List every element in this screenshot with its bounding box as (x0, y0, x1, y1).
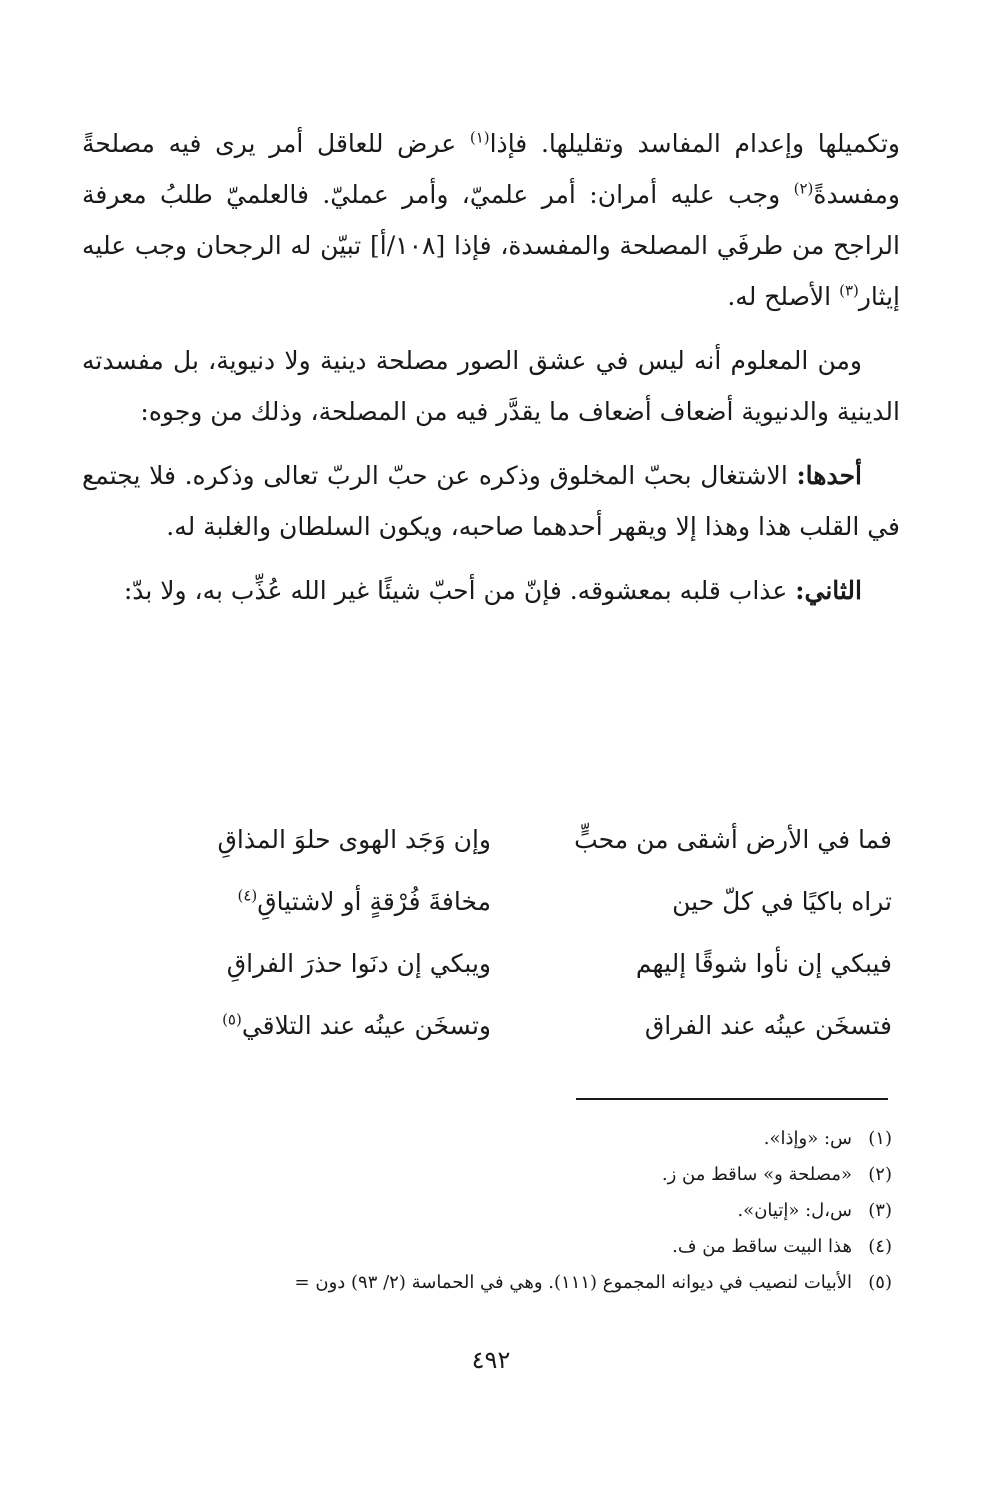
text-run: عرض للعاقل أمر يرى فيه مصلحةً ومفسدةً (82, 129, 900, 209)
verse-second-hemistich (112, 949, 513, 978)
text-run: ومن المعلوم أنه ليس في عشق الصور مصلحة دينية ولا دنيوية، بل مفسدته الدينية والدنيوية أضعاف أضعاف ما يقدَّر فيه من المصلحة، وذلك من وجوه: (82, 346, 900, 426)
main-text (82, 118, 900, 629)
text-run: الاشتغال بحبّ المخلوق وذكره عن حبّ الربّ تعالى وذكره. فلا يجتمع في القلب هذا وهذا إلا ويقهر أحدهما صاحبه، ويكون السلطان والغلبة له. (82, 461, 900, 541)
footnote-text: هذا البيت ساقط من ف. (672, 1236, 852, 1257)
footnote-text: الأبيات لنصيب في ديوانه المجموع (١١١). وهي في الحماسة (٢/ ٩٣) دون = (294, 1272, 852, 1293)
verse-second-hemistich (112, 887, 513, 916)
poem-verse (112, 870, 892, 932)
poem (112, 808, 892, 1056)
footnote-ref-4[interactable]: (٤) (237, 886, 258, 905)
text-run: عذاب قلبه بمعشوقه. فإنّ من أحبّ شيئًا غير الله عُذِّب به، ولا بدّ: (123, 576, 796, 605)
text-run: وجب عليه أمران: أمر علميّ، وأمر عمليّ. فالعلميّ طلبُ معرفة الراجح من طرفَي المصلحة والمفسدة، فإذا [١٠٨/أ] تبيّن له الرجحان وجب عليه إيثار (82, 180, 900, 311)
verse-first-hemistich: تراه باكيًا في كلّ حين (672, 886, 892, 916)
footnote-text: «مصلحة و» ساقط من ز. (661, 1164, 852, 1185)
footnote-number: (٣) (868, 1200, 892, 1221)
footnote-text: س،ل: «إتيان». (737, 1200, 852, 1221)
footnote (60, 1229, 892, 1265)
footnote-separator (576, 1098, 888, 1100)
footnote-ref-2[interactable]: (٢) (793, 179, 814, 198)
verse-first-hemistich: فتسخَن عينُه عند الفراق (644, 1010, 892, 1040)
verse-text: وإن وَجَد الهوى حلوَ المذاقِ (217, 824, 491, 854)
paragraph-lead-heading: أحدها: (796, 461, 862, 490)
page-number: ٤٩٢ (471, 1346, 511, 1374)
footnote (60, 1265, 892, 1301)
paragraph-4 (82, 565, 900, 616)
paragraph-2 (82, 335, 900, 437)
verse-first-hemistich: فما في الأرض أشقى من محبٍّ (574, 824, 892, 854)
footnote (60, 1121, 892, 1157)
footnote-ref-1[interactable]: (١) (469, 128, 490, 147)
footnote-text: س: «وإذا». (763, 1128, 852, 1149)
verse-second-hemistich (112, 1011, 513, 1040)
footnote (60, 1193, 892, 1229)
poem-verse (112, 808, 892, 870)
footnotes (60, 1121, 892, 1301)
paragraph-3 (82, 450, 900, 552)
verse-second-hemistich (112, 825, 513, 854)
footnote-number: (٥) (868, 1272, 892, 1293)
text-run: الأصلح له. (727, 282, 840, 311)
poem-verse (112, 994, 892, 1056)
verse-text: ويبكي إن دنَوا حذرَ الفراقِ (226, 948, 491, 978)
verse-text: وتسخَن عينُه عند التلاقي (241, 1010, 491, 1040)
footnote-number: (١) (868, 1128, 892, 1149)
verse-text: مخافةَ فُرْقةٍ أو لاشتياقِ (257, 886, 491, 916)
footnote-ref-5[interactable]: (٥) (222, 1010, 242, 1029)
verse-first-hemistich: فيبكي إن نأوا شوقًا إليهم (635, 948, 892, 978)
footnote-number: (٢) (868, 1164, 892, 1185)
footnote (60, 1157, 892, 1193)
poem-verse (112, 932, 892, 994)
paragraph-lead-heading: الثاني: (795, 576, 862, 605)
text-run: وتكميلها وإعدام المفاسد وتقليلها. فإذا (489, 129, 900, 158)
footnote-number: (٤) (868, 1236, 892, 1257)
footnote-ref-3[interactable]: (٣) (839, 281, 859, 300)
paragraph-1 (82, 118, 900, 322)
